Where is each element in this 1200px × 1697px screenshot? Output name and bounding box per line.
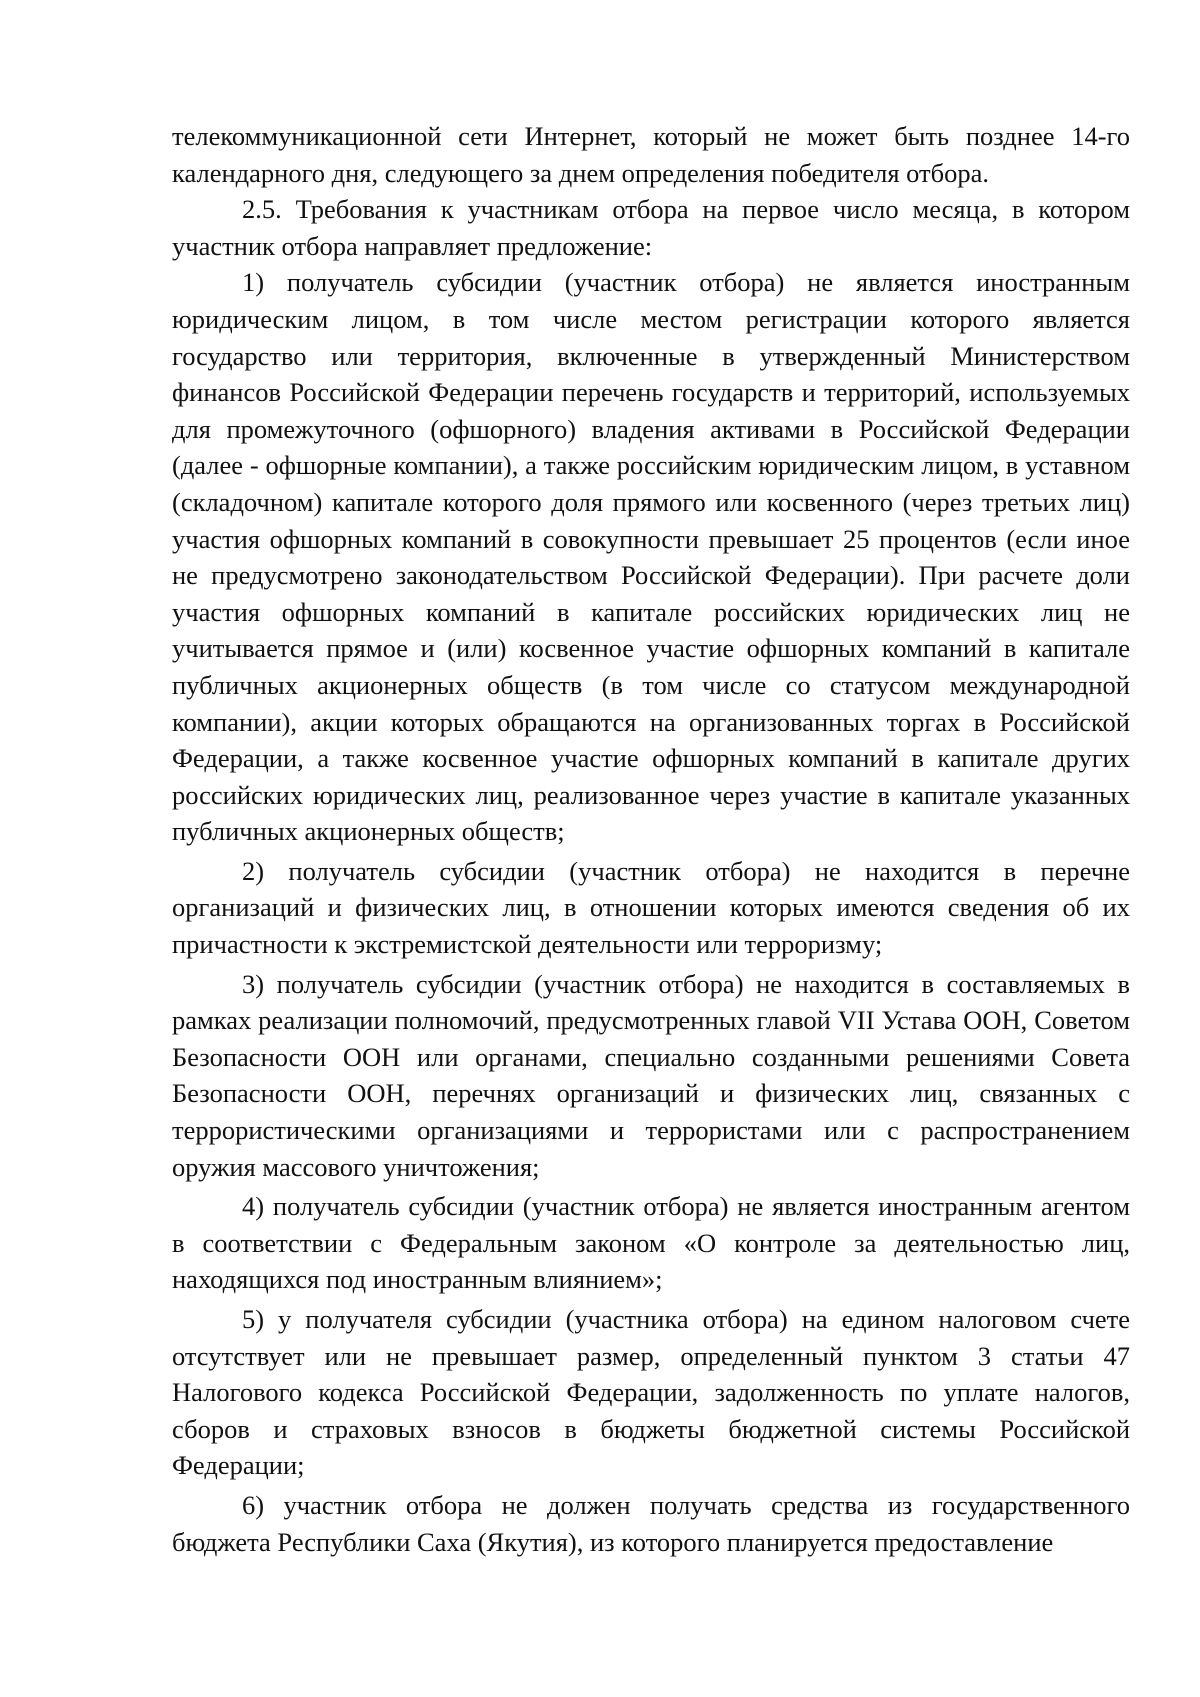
paragraph-section-2-5: 2.5. Требования к участникам отбора на первое число месяца, в котором участник отбора направляет предложение: — [172, 194, 1130, 261]
paragraph-item-3: 3) получатель субсидии (участник отбора) не находится в составляемых в рамках реализации полномочий, предусмотренных главой VII Устава ООН, Советом Безопасности ООН или органами, специально созданными решениями Совета Безопасности ООН, перечнях организаций и физических лиц, связанных с террористическими организациями и террористами или с распространением оружия массового уничтожения; — [172, 968, 1130, 1182]
document-page — [172, 118, 1130, 1560]
paragraph-item-4: 4) получатель субсидии (участник отбора) не является иностранным агентом в соответствии с Федеральным законом «О контроле за деятельностью лиц, находящихся под иностранным влиянием»; — [172, 1191, 1130, 1295]
paragraph-item-2: 2) получатель субсидии (участник отбора) не находится в перечне организаций и физических лиц, в отношении которых имеются сведения об их причастности к экстремистской деятельности или терроризму; — [172, 855, 1130, 960]
paragraph-item-1: 1) получатель субсидии (участник отбора) не является иностранным юридическим лицом, в том числе местом регистрации которого является государство или территория, включенные в утвержденный Министерством финансов Российской Федерации перечень государств и территорий, используемых для промежуточного (офшорного) владения активами в Российской Федерации (далее - офшорные компании), а также российским юридическим лицом, в уставном (складочном) капитале которого доля прямого или косвенного (через третьих лиц) участия офшорных компаний в совокупности превышает 25 процентов (если иное не предусмотрено законодательством Российской Федерации). При расчете доли участия офшорных компаний в капитале российских юридических лиц не учитывается прямое и (или) косвенное участие офшорных компаний в капитале публичных акционерных обществ (в том числе со статусом международной компании), акции которых обращаются на организованных торгах в Российской Федерации, а также косвенное участие офшорных компаний в капитале других российских юридических лиц, реализованное через участие в капитале указанных публичных акционерных обществ; — [172, 267, 1130, 847]
paragraph-item-5: 5) у получателя субсидии (участника отбора) на едином налоговом счете отсутствует или не превышает размер, определенный пунктом 3 статьи 47 Налогового кодекса Российской Федерации, задолженность по уплате налогов, сборов и страховых взносов в бюджеты бюджетной системы Российской Федерации; — [172, 1304, 1130, 1481]
paragraph-continuation: телекоммуникационной сети Интернет, который не может быть позднее 14-го календарного дня, следующего за днем определения победителя отбора. — [172, 121, 1130, 188]
paragraph-item-6: 6) участник отбора не должен получать средства из государственного бюджета Республики Саха (Якутия), из которого планируется предоставление — [172, 1489, 1130, 1557]
